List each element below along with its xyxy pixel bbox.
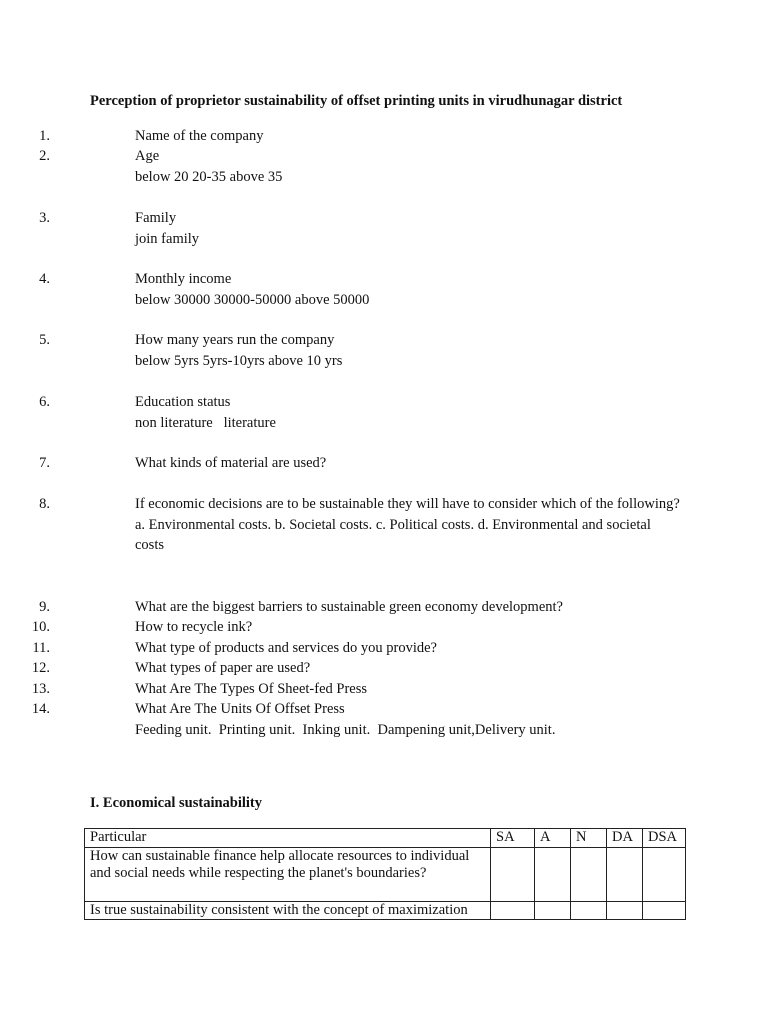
question-text: What kinds of material are used? [135,455,327,471]
question-number: 5. [39,332,50,348]
question-text: What Are The Types Of Sheet-fed Press [135,681,367,697]
question-options: below 5yrs 5yrs-10yrs above 10 yrs [135,352,343,369]
column-header-n: N [571,829,607,848]
column-header-a: A [535,829,571,848]
question-text: How many years run the company [135,332,335,348]
question-options: join family [135,230,200,247]
statement-cell: How can sustainable finance help allocate resources to individual and social needs while respecting the planet's boundaries? [85,847,491,901]
rating-cell-n [571,901,607,920]
question-number: 12. [31,660,50,676]
question-number: 14. [31,701,50,717]
question-number: 7. [39,455,50,471]
question-number: 8. [39,496,50,512]
rating-cell-da [607,901,643,920]
question-text: What Are The Units Of Offset Press [135,701,345,717]
question-options: below 30000 30000-50000 above 50000 [135,291,370,308]
rating-cell-dsa [643,901,686,920]
question-options: Feeding unit. Printing unit. Inking unit. Dampening unit,Delivery unit. [135,721,556,738]
rating-cell-sa [491,847,535,901]
rating-cell-sa [491,901,535,920]
question-number: 1. [39,128,50,144]
rating-cell-a [535,847,571,901]
question-number: 9. [39,599,50,615]
question-number: 6. [39,394,50,410]
question-text: If economic decisions are to be sustainable they will have to consider which of the following? [135,496,680,512]
statement-cell: Is true sustainability consistent with the concept of maximization [85,901,491,920]
question-text: How to recycle ink? [135,619,253,635]
rating-cell-dsa [643,847,686,901]
rating-cell-n [571,847,607,901]
question-text: Age [135,148,160,164]
question-text: Education status [135,394,231,410]
rating-cell-da [607,847,643,901]
question-number: 10. [31,619,50,635]
question-text: Family [135,210,177,226]
table-row [85,901,686,920]
question-text: What type of products and services do you provide? [135,640,437,656]
column-header-sa: SA [491,829,535,848]
question-number: 4. [39,271,50,287]
column-header-dsa: DSA [643,829,686,848]
document-title: Perception of proprietor sustainability of offset printing units in virudhunagar district [90,93,623,109]
question-options: non literature literature [135,414,276,431]
question-text: What types of paper are used? [135,660,311,676]
question-number: 2. [39,148,50,164]
question-number: 3. [39,210,50,226]
section-title: I. Economical sustainability [90,795,263,811]
question-text: What are the biggest barriers to sustainable green economy development? [135,599,563,615]
column-header-da: DA [607,829,643,848]
question-number: 13. [31,681,50,697]
question-options: a. Environmental costs. b. Societal costs. c. Political costs. d. Environmental and societal costs [135,516,651,553]
table-row [85,847,686,901]
question-text: Name of the company [135,128,264,144]
question-number: 11. [32,640,50,656]
question-text: Monthly income [135,271,232,287]
table-header-row [85,829,686,848]
question-options: below 20 20-35 above 35 [135,168,283,185]
rating-cell-a [535,901,571,920]
column-header-particular: Particular [85,829,491,848]
rating-table [84,828,686,920]
